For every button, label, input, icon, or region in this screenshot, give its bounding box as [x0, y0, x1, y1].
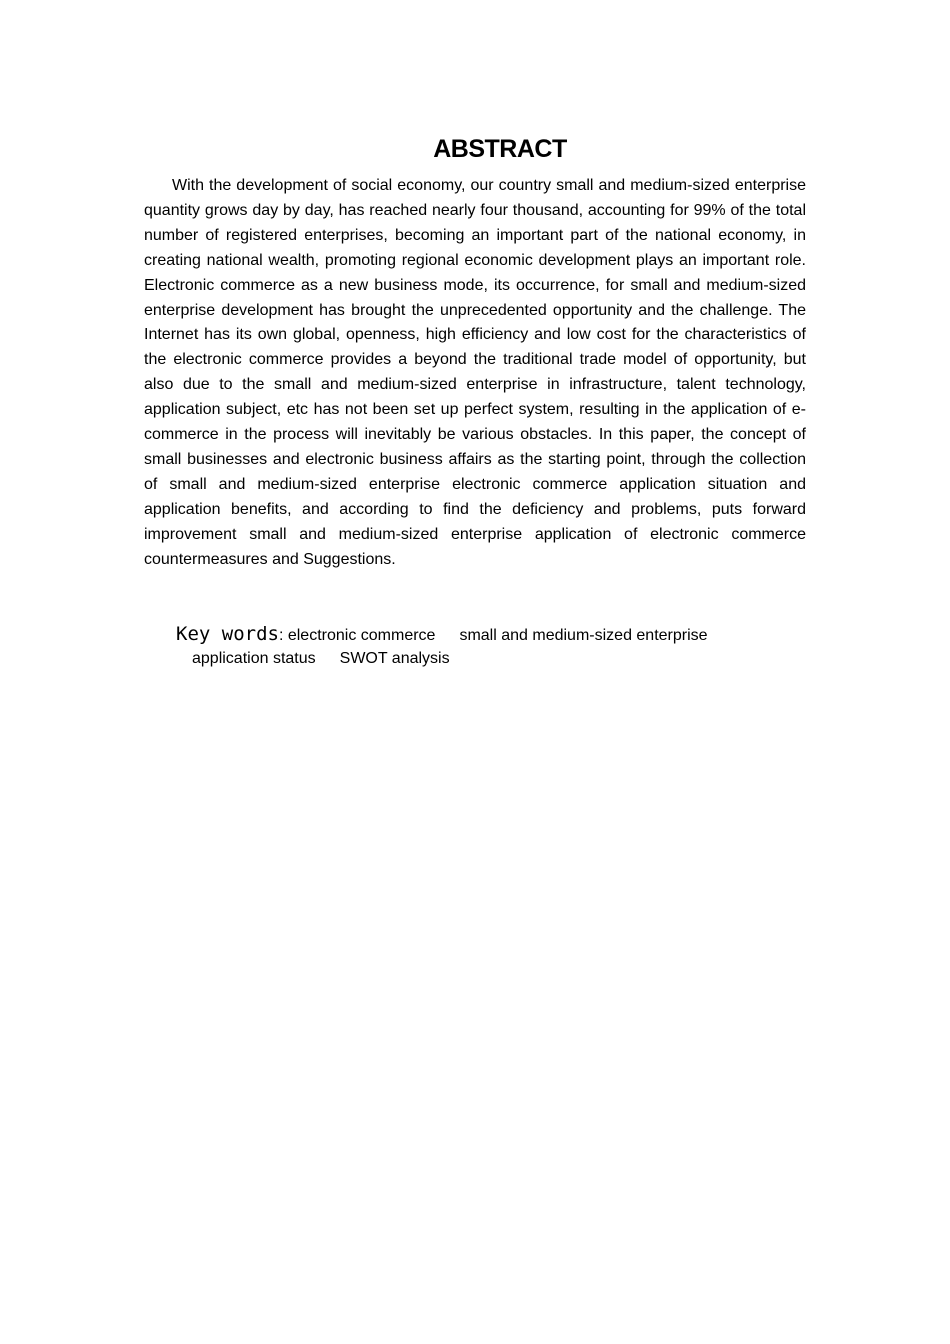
keywords-separator: : — [278, 627, 288, 644]
keywords-label: Key words — [176, 623, 279, 645]
keyword-item: SWOT analysis — [339, 650, 450, 667]
keyword-item: electronic commerce — [287, 627, 436, 644]
abstract-title: ABSTRACT — [433, 135, 567, 163]
keywords-section — [176, 623, 796, 670]
keyword-item: small and medium-sized enterprise — [459, 627, 708, 644]
keywords-line-2 — [176, 647, 796, 670]
abstract-body: With the development of social economy, our country small and medium-sized enterprise quantity grows day by day, has reached nearly four thousand, accounting for 99% of the total number of registered enterprises, becoming an important part of the national economy, in creating national wealth, promoting regional economic development plays an important role. Electronic commerce as a new business mode, its occurrence, for small and medium-sized enterprise development has brought the unprecedented opportunity and the challenge. The Internet has its own global, openness, high efficiency and low cost for the characteristics of the electronic commerce provides a beyond the traditional trade model of opportunity, but also due to the small and medium-sized enterprise in infrastructure, talent technology, application subject, etc has not been set up perfect system, resulting in the application of e-commerce in the process will inevitably be various obstacles. In this paper, the concept of small businesses and electronic business affairs as the starting point, through the collection of small and medium-sized enterprise electronic commerce application situation and application benefits, and according to find the deficiency and problems, puts forward improvement small and medium-sized enterprise application of electronic commerce countermeasures and Suggestions. — [144, 177, 806, 568]
keyword-item: application status — [192, 650, 316, 667]
